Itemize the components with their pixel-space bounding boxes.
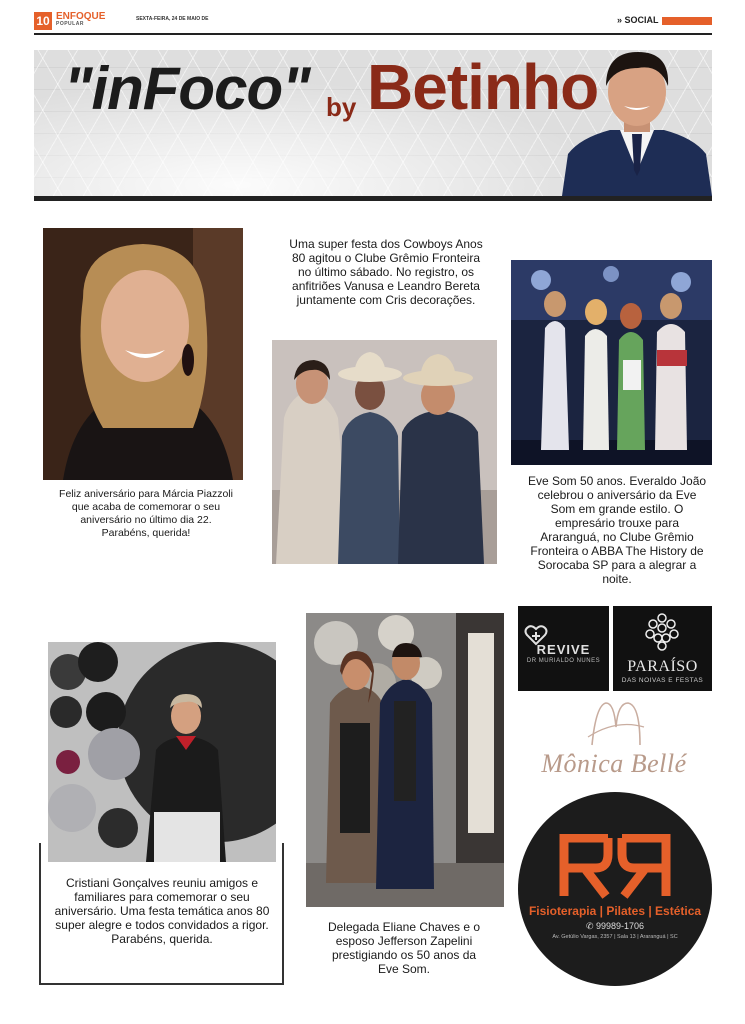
caption-cristiani: Cristiani Gonçalves reuniu amigos e familiares para comemorar o seu aniversário. Uma festa temática anos 80 super alegre e todos convidados a rigor. Parabéns, querida. [54, 876, 270, 946]
frame-left [39, 843, 41, 983]
columnist-name: Betinho [367, 51, 599, 123]
section-bar [662, 17, 712, 25]
photo-abba-show [511, 260, 712, 465]
page-header [34, 12, 712, 32]
section-label [617, 15, 659, 25]
frame-right [282, 843, 284, 985]
revive-name: REVIVE [536, 642, 591, 657]
caption-evesom: Eve Som 50 anos. Everaldo João celebrou o aniversário da Eve Som em grande estilo. O empresário trouxe para Araranguá, no Clube Grêmio Fronteira o ABBA The History de Sorocaba SP para a alegrar a noite. [527, 474, 707, 586]
photo-cristiani [48, 642, 276, 862]
header-rule [34, 33, 712, 35]
frame-bottom [39, 983, 284, 985]
caption-eliane: Delegada Eliane Chaves e o esposo Jefferson Zapelini prestigiando os 50 anos da Eve Som. [327, 920, 481, 976]
ad-rr-fisioterapia[interactable] [518, 792, 712, 986]
photo-eliane-jefferson [306, 613, 504, 907]
section-marker-icon: » [617, 15, 623, 25]
rr-phone: ✆ 99989-1706 [585, 921, 645, 931]
caption-cowboys: Uma super festa dos Cowboys Anos 80 agitou o Clube Grêmio Fronteira no último sábado. No registro, os anfitriões Vanusa e Leandro Bereta juntamente com Cris decorações. [289, 237, 483, 307]
publication-subtitle: POPULAR [56, 21, 84, 27]
monica-monogram-icon [586, 697, 646, 751]
photo-marcia [43, 228, 243, 480]
monica-name: Mônica Bellé [541, 749, 687, 778]
publication-name: ENFOQUE [56, 11, 106, 22]
column-by: by [326, 92, 357, 122]
paraiso-name: PARAÍSO [627, 658, 698, 675]
column-banner [34, 50, 712, 200]
section-name: SOCIAL [624, 15, 659, 25]
issue-date: SEXTA-FEIRA, 24 DE MAIO DE [136, 16, 209, 22]
paraiso-subtitle: DAS NOIVAS E FESTAS [621, 677, 704, 684]
banner-rule [34, 196, 712, 201]
flower-logo-icon [644, 612, 680, 652]
rr-logo-icon [556, 834, 674, 900]
photo-cowboys-party [272, 340, 497, 564]
rr-address: Av. Getúlio Vargas, 2357 | Sala 13 | Araranguá | SC [552, 934, 678, 940]
revive-subtitle: DR MURIALDO NUNES [526, 658, 601, 664]
ad-monica-belle[interactable] [516, 695, 712, 785]
ad-paraiso[interactable] [613, 606, 712, 691]
caption-marcia: Feliz aniversário para Márcia Piazzoli que acaba de comemorar o seu aniversário no último dia 22. Parabéns, querida! [59, 488, 233, 539]
column-title: "inFoco" [64, 55, 310, 122]
columnist-photo [562, 50, 712, 196]
page-number: 10 [34, 12, 52, 30]
rr-services: Fisioterapia | Pilates | Estética [528, 904, 702, 918]
ad-revive[interactable] [518, 606, 609, 691]
